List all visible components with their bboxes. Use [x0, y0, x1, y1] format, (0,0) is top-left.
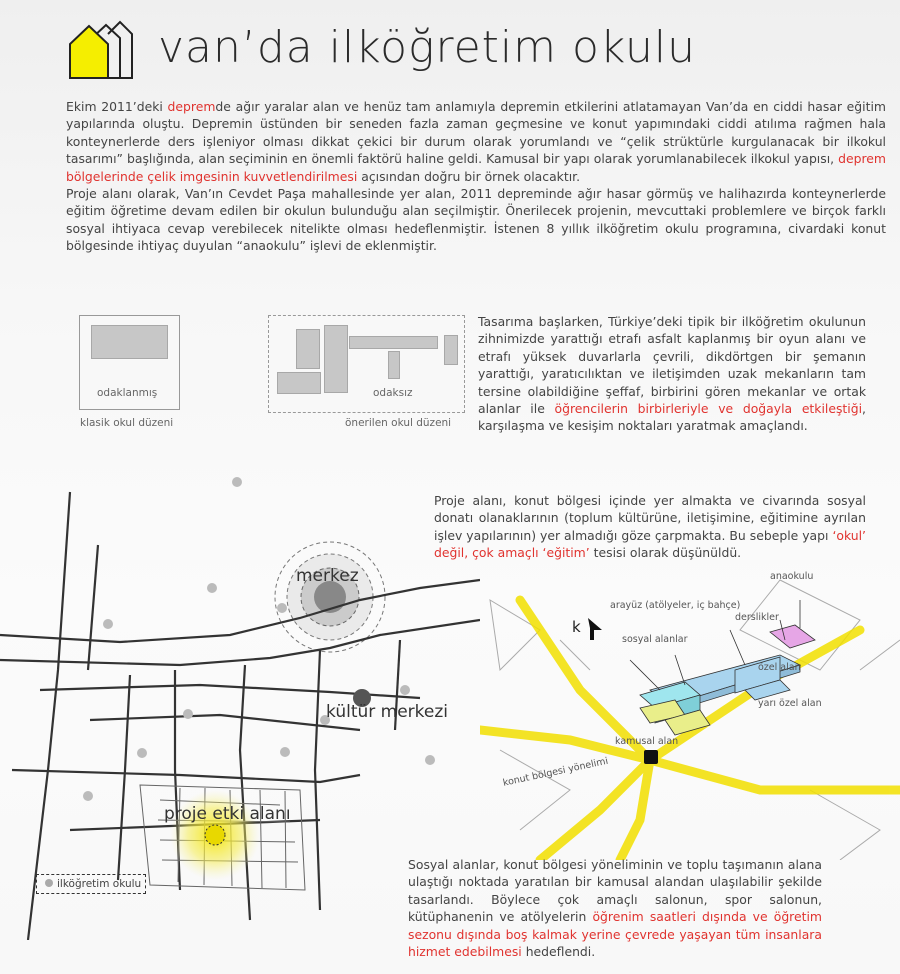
site-paragraph	[434, 492, 866, 562]
legend-label: ilköğretim okulu	[57, 878, 142, 890]
intro-p2: Proje alanı olarak, Van’ın Cevdet Paşa mahallesinde yer alan, 2011 depreminde ağır hasar görmüş ve halihazırda konteynerlerde eğitim öğretime devam edilen bir okulun bulunduğu alan seçilmiştir. Önerilecek projenin, mevcuttaki problemlere ve birçok farklı sosyal ihtiyaca cevap verebilecek nitelikte olması hedeflenmiştir. İstenen 8 yıllık ilköğretim okulu programına, civardaki konut bölgesinde ihtiyaç duyulan “anaokulu” işlevi de eklenmiştir.	[66, 186, 886, 254]
social-t1: Sosyal alanlar, konut bölgesi yöneliminin ve toplu taşımanın alana ulaştığı noktada yaratılan bir kamusal alandan ulaşılabilir şekilde tasarlandı. Böylece çok amaçlı salonun, spor salonun, kütüphanenin ve atölyelerin	[408, 857, 822, 925]
map-legend	[36, 874, 146, 894]
social-t2: hedeflendi.	[521, 944, 596, 960]
legend-dot-icon	[45, 879, 53, 887]
map-label-project: proje etki alanı	[164, 804, 291, 824]
north-arrow-icon	[588, 618, 602, 640]
target-area	[275, 542, 385, 652]
label-kindergarten: anaokulu	[770, 571, 814, 582]
block-5	[388, 351, 400, 379]
site-t1: Proje alanı, konut bölgesi içinde yer almakta ve civarında sosyal donatı olanaklarının (toplum kültürüne, iletişimine, eğitimine ayrılan işlev yapılarının) yer almadığı göze çarpmakta. Bu sebeple yapı	[434, 493, 866, 543]
house-logo-icon	[68, 20, 154, 82]
intro-s2: de ağır yaralar alan ve henüz tam anlamıyla depremin etkilerini atlatamayan Van’da en ciddi hasar eğitim yapılarında oluştu. Depremin üstünden bir seneden fazla zaman geçmesine ve konut yapımındaki ciddi atılıma rağmen hala konteynerlerde ders işleniyor olması dikkat çekici bir durum olarak yorumlandı ve “çelik strüktürle kurgulanacak bir ilkokul tasarımı” başlığında, alan seçiminin en önemli faktörü haline geldi. Kamusal bir yapı olarak yorumlanabilecek ilkokul yapısı,	[66, 99, 886, 167]
focused-layout-diagram	[79, 315, 180, 410]
design-highlight: öğrencilerin birbirleriyle ve doğayla etkileştiği	[554, 401, 863, 417]
block-3	[324, 325, 348, 393]
label-private: özel alan	[758, 662, 801, 673]
page-title: van’da ilköğretim okulu	[158, 22, 697, 73]
design-t2: , karşılaşma ve kesişim noktaları yaratmak amaçlandı.	[478, 401, 866, 434]
label-semi-private: yarı özel alan	[758, 698, 822, 709]
site-highlight: ‘okul’ değil, çok amaçlı ‘eğitim’	[434, 527, 866, 561]
design-t1: Tasarıma başlarken, Türkiye’deki tipik bir ilköğretim okulunun zihnimizde yarattığı etrafı asfalt kaplanmış bir oyun alanı ve etrafı yüksek duvarlarla çevrili, dikdörtgen bir şemanın yarattığı, yaratıcılıktan ve iletişimden uzak mekanların tam tersine olabildiğine şeffaf, birbirini gören mekanlar ve ortak alanlar ile	[478, 314, 866, 417]
design-paragraph	[478, 313, 866, 435]
intro-s1: Ekim 2011’deki	[66, 99, 168, 114]
label-social: sosyal alanlar	[622, 634, 688, 645]
label-interface: arayüz (atölyeler, iç bahçe)	[610, 600, 741, 611]
site-t2: tesisi olarak düşünüldü.	[589, 545, 742, 561]
block-6	[444, 335, 458, 365]
proposed-layout-caption: önerilen okul düzeni	[345, 417, 452, 429]
block-2	[277, 372, 321, 394]
unfocused-layout-diagram	[268, 315, 465, 413]
map-label-center: merkez	[296, 566, 359, 586]
social-highlight: öğrenim saatleri dışında ve öğretim sezonu dışında boş kalmak yerine çevrede yaşayan tüm insanlara hizmet edebilmesi	[408, 909, 822, 960]
label-classrooms: derslikler	[735, 612, 779, 623]
block-1	[296, 329, 320, 369]
intro-s3: açısından doğru bir örnek olacaktır.	[357, 168, 581, 184]
label-north: k	[572, 618, 581, 636]
classic-layout-caption: klasik okul düzeni	[80, 417, 174, 429]
map-label-culture: kültür merkezi	[326, 702, 449, 722]
social-paragraph	[408, 856, 822, 960]
intro-s1-highlight: deprem	[167, 99, 216, 114]
label-public: kamusal alan	[615, 736, 679, 747]
central-block	[91, 325, 168, 359]
intro-text	[66, 98, 886, 255]
block-4	[349, 336, 438, 349]
focused-label: odaklanmış	[97, 387, 158, 399]
label-orientation: konut bölgesi yönelimi	[502, 755, 610, 789]
intro-s2-highlight: deprem bölgelerinde çelik imgesinin kuvvetlendirilmesi	[66, 151, 886, 184]
unfocused-label: odaksız	[373, 387, 413, 399]
